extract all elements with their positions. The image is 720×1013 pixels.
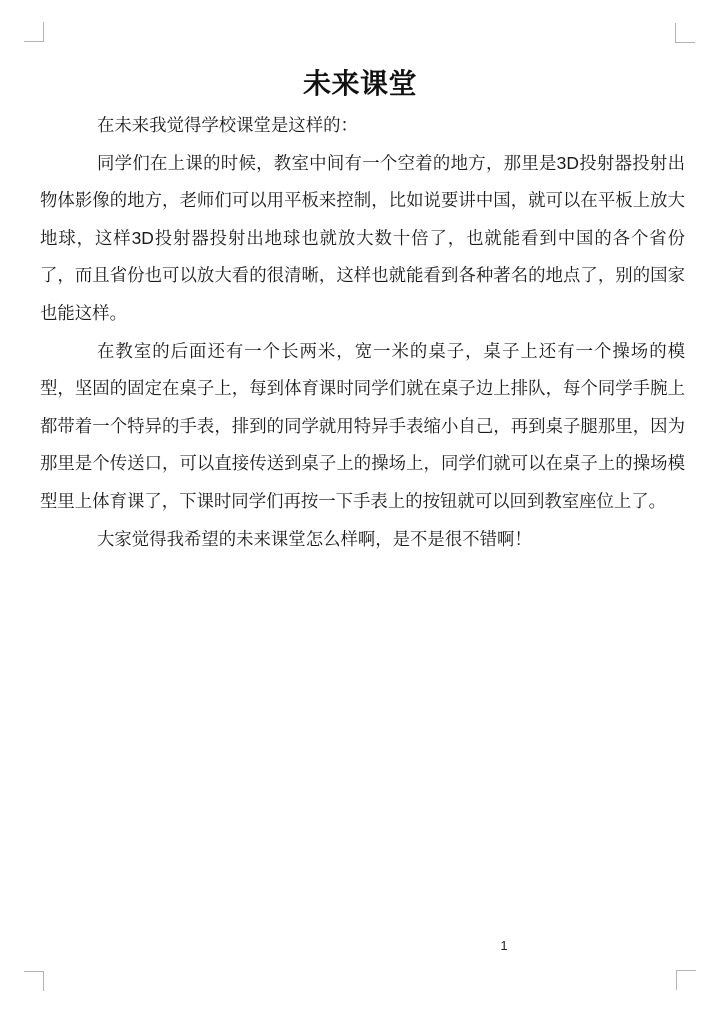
paragraph-closing: 大家觉得我希望的未来课堂怎么样啊，是不是很不错啊！ — [97, 528, 532, 549]
margin-crop-mark-bottom-right — [676, 970, 696, 990]
margin-crop-mark-bottom-left — [24, 971, 44, 991]
document-title: 未来课堂 — [302, 68, 417, 99]
margin-crop-mark-top-left — [24, 22, 44, 42]
paragraph-projector: 同学们在上课的时候，教室中间有一个空着的地方，那里是3D投射器投射出物体影像的地方，老师们可以用平板来控制，比如说要讲中国，就可以在平板上放大地球，这样3D投射器投射出地球也就放大数十倍了，也就能看到中国的各个省份了，而且省份也可以放大看的很清晰，这样也就能看到各种著名的地点了，别的国家也能这样。 — [40, 152, 685, 323]
document-body — [40, 107, 685, 558]
margin-crop-mark-top-right — [675, 23, 695, 43]
page-number: 1 — [500, 938, 508, 953]
paragraph-playground-model: 在教室的后面还有一个长两米，宽一米的桌子，桌子上还有一个操场的模型，坚固的固定在桌子上，每到体育课时同学们就在桌子边上排队，每个同学手腕上都带着一个特异的手表，排到的同学就用特异手表缩小自己，再到桌子腿那里，因为那里是个传送口，可以直接传送到桌子上的操场上，同学们就可以在桌子上的操场模型里上体育课了，下课时同学们再按一下手表上的按钮就可以回到教室座位上了。 — [40, 340, 685, 511]
paragraph-intro: 在未来我觉得学校课堂是这样的： — [97, 115, 358, 135]
